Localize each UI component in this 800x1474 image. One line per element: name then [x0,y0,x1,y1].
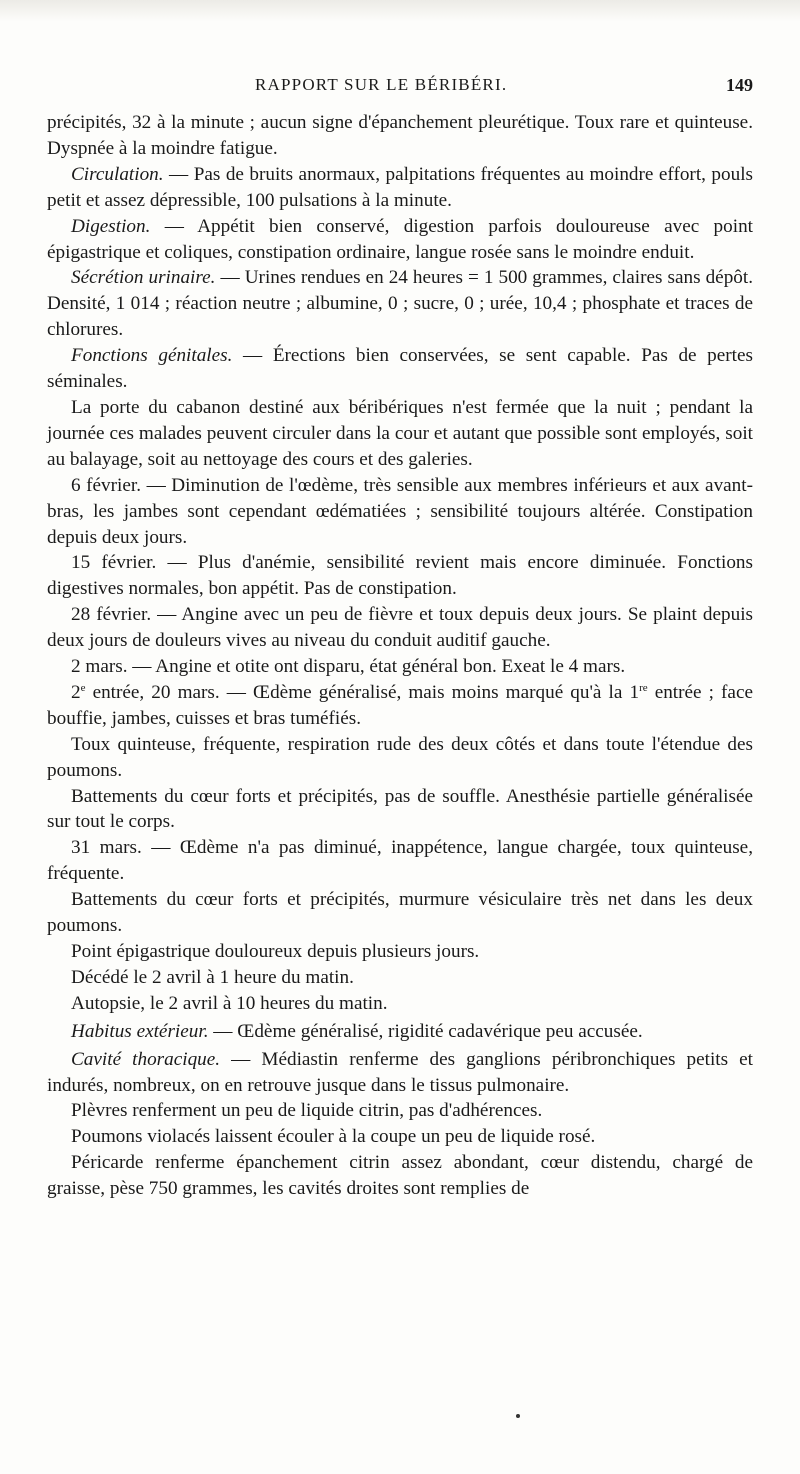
running-header [0,70,800,100]
running-title: RAPPORT SUR LE BÉRIBÉRI. [255,75,508,94]
section-lead-habitus: Habitus extérieur. [71,1020,209,1042]
paragraph-battements-2: Battements du cœur forts et précipités, murmure vésiculaire très net dans les deux poumons. [47,889,753,937]
paragraph-cavite-thoracique: Cavité thoracique. — Médiastin renferme des ganglions péribronchiques petits et indurés, nombreux, on en retrouve jusque dans le tissus pulmonaire. [47,1048,754,1096]
paragraph-28-fevrier: 28 février. — Angine avec un peu de fièvre et toux depuis deux jours. Se plaint depuis deux jours de douleurs vives au niveau du conduit auditif gauche. [47,604,753,652]
paragraph-battements-1: Battements du cœur forts et précipités, pas de souffle. Anesthésie partielle généralisée sur tout le corps. [47,785,753,833]
paragraph-habitus: Habitus extérieur. — Œdème généralisé, rigidité cadavérique peu accusée. [71,1020,643,1042]
paragraph-deces: Décédé le 2 avril à 1 heure du matin. [71,966,354,988]
section-lead-cavite-thoracique: Cavité thoracique. [71,1048,221,1070]
page-edge-shading [0,0,800,22]
ink-speck [516,1414,520,1418]
paragraph-circulation: Circulation. — Pas de bruits anormaux, palpitations fréquentes au moindre effort, pouls petit et assez dépressible, 100 pulsations à la minute. [47,163,753,211]
section-lead-secretion-urinaire: Sécrétion urinaire. [71,267,216,289]
paragraph-fonctions-genitales: Fonctions génitales. — Érections bien conservées, se sent capable. Pas de pertes séminales. [47,345,754,393]
paragraph-6-fevrier: 6 février. — Diminution de l'œdème, très sensible aux membres inférieurs et aux avant-bras, les jambes sont cependant œdématiées ; sensibilité toujours altérée. Constipation depuis deux jours. [47,474,753,548]
section-lead-fonctions-genitales: Fonctions génitales. [71,345,233,367]
section-lead-digestion: Digestion. [71,215,151,237]
section-lead-circulation: Circulation. [71,163,164,185]
paragraph-31-mars: 31 mars. — Œdème n'a pas diminué, inappétence, langue chargée, toux quinteuse, fréquente. [47,837,753,885]
body-text [47,110,753,1202]
paragraph-digestion: Digestion. — Appétit bien conservé, digestion parfois douloureuse avec point épigastrique et coliques, constipation ordinaire, langue rosée sans le moindre enduit. [47,215,753,263]
page-number: 149 [726,75,753,95]
paragraph-15-fevrier: 15 février. — Plus d'anémie, sensibilité revient mais encore diminuée. Fonctions digestives normales, bon appétit. Pas de constipation. [47,552,753,600]
paragraph-toux: Toux quinteuse, fréquente, respiration rude des deux côtés et dans toute l'étendue des poumons. [47,733,753,781]
paragraph-cabanon: La porte du cabanon destiné aux béribériques n'est fermée que la nuit ; pendant la journée ces malades peuvent circuler dans la cour et autant que possible sont employés, soit au balayage, soit au nettoyage des cours et des galeries. [47,396,753,470]
paragraph-respiration-continued: précipités, 32 à la minute ; aucun signe d'épanchement pleurétique. Toux rare et quinteuse. Dyspnée à la moindre fatigue. [47,112,753,159]
paragraph-plevres: Plèvres renferment un peu de liquide citrin, pas d'adhérences. [71,1100,543,1122]
paragraph-2e-entree: 2e entrée, 20 mars. — Œdème généralisé, mais moins marqué qu'à la 1re entrée ; face bouffie, jambes, cuisses et bras tuméfiés. [47,681,753,729]
paragraph-point-epigastrique: Point épigastrique douloureux depuis plusieurs jours. [71,941,480,962]
paragraph-pericarde: Péricarde renferme épanchement citrin assez abondant, cœur distendu, chargé de graisse, pèse 750 grammes, les cavités droites sont remplies de [47,1152,753,1200]
paragraph-poumons: Poumons violacés laissent écouler à la coupe un peu de liquide rosé. [71,1126,596,1148]
paragraph-2-mars: 2 mars. — Angine et otite ont disparu, état général bon. Exeat le 4 mars. [71,656,626,678]
paragraph-autopsie: Autopsie, le 2 avril à 10 heures du matin. [71,992,388,1014]
paragraph-secretion-urinaire: Sécrétion urinaire. — Urines rendues en 24 heures = 1 500 grammes, claires sans dépôt. Densité, 1 014 ; réaction neutre ; albumine, 0 ; sucre, 0 ; urée, 10,4 ; phosphate et traces de chlorures. [47,267,754,341]
